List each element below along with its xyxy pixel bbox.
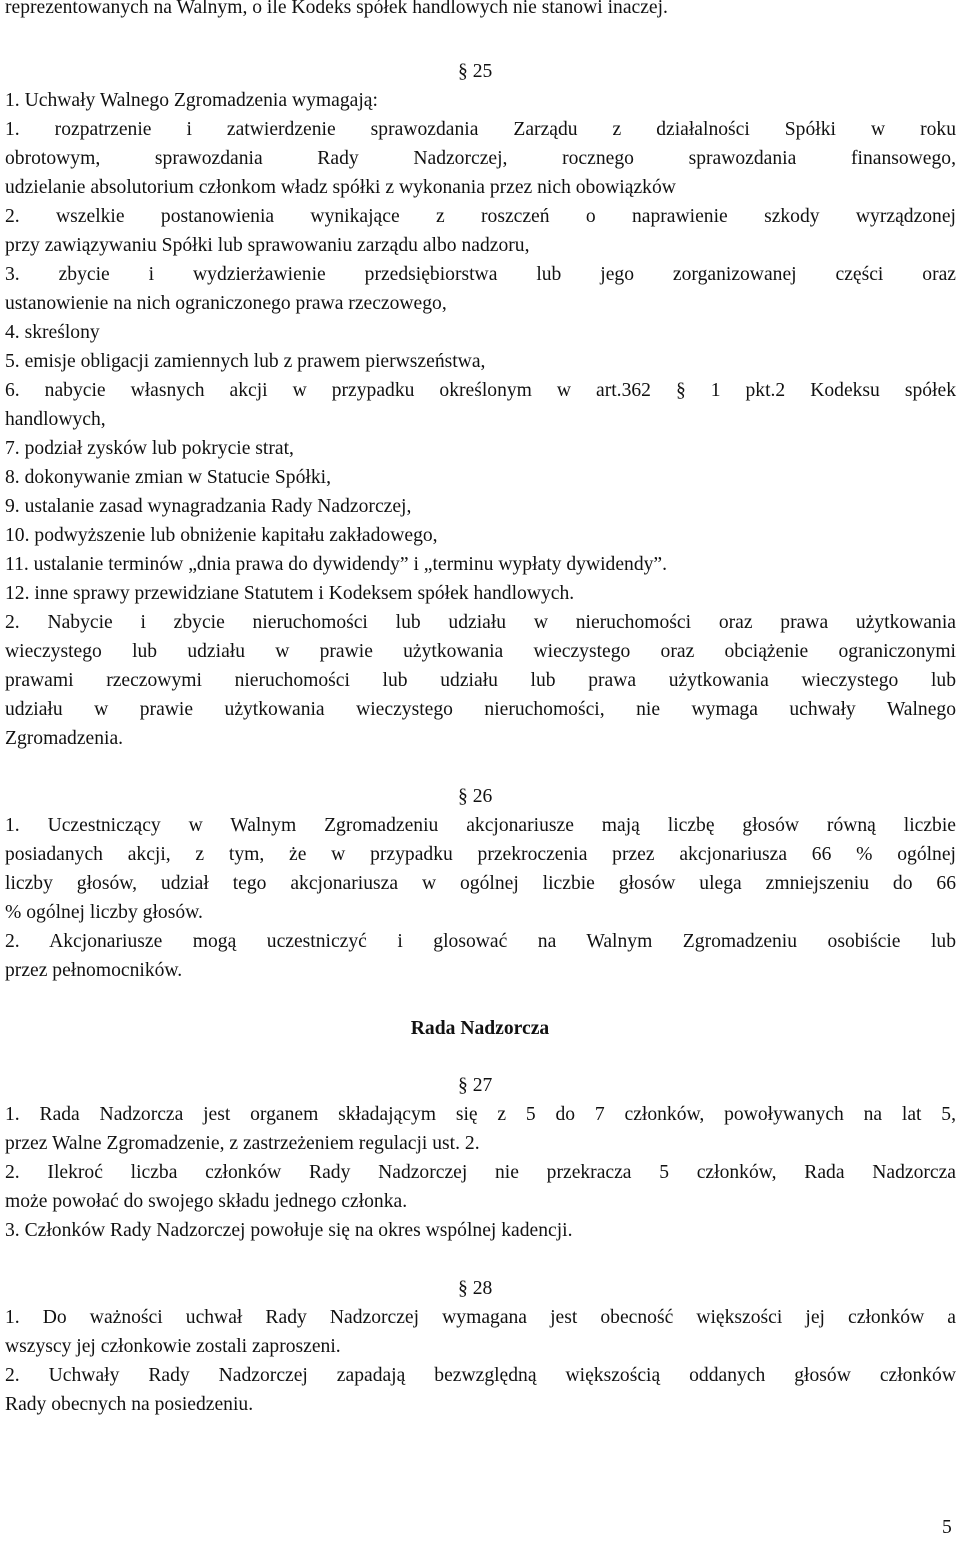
text-line: udzielanie absolutorium członkom władz spółki z wykonania przez nich obowiązków [5, 177, 676, 198]
list-item: 12. inne sprawy przewidziane Statutem i Kodeksem spółek handlowych. [5, 583, 575, 604]
paragraph-line: przez Walne Zgromadzenie, z zastrzeżeniem regulacji ust. 2. [5, 1133, 480, 1154]
paragraph-line: 2. Nabycie i zbycie nieruchomości lub udziału w nieruchomości oraz prawa użytkowania [5, 612, 956, 633]
paragraph-line: 1. Uczestniczący w Walnym Zgromadzeniu akcjonariusze mają liczbę głosów równą liczbie [5, 815, 956, 836]
paragraph-line: % ogólnej liczby głosów. [5, 902, 203, 923]
list-item: 7. podział zysków lub pokrycie strat, [5, 438, 294, 459]
paragraph-line: 2. Akcjonariusze mogą uczestniczyć i glosować na Walnym Zgromadzeniu osobiście lub [5, 931, 956, 952]
list-item: 10. podwyższenie lub obniżenie kapitału zakładowego, [5, 525, 438, 546]
list-item: 5. emisje obligacji zamiennych lub z prawem pierwszeństwa, [5, 351, 486, 372]
list-item: 2. wszelkie postanowienia wynikające z roszczeń o naprawienie szkody wyrządzonej [5, 206, 956, 227]
text-line: ustanowienie na nich ograniczonego prawa rzeczowego, [5, 293, 447, 314]
list-item: 3. zbycie i wydzierżawienie przedsiębiorstwa lub jego zorganizowanej części oraz [5, 264, 956, 285]
paragraph-line: 2. Uchwały Rady Nadzorczej zapadają bezwzględną większością oddanych głosów członków [5, 1365, 956, 1386]
paragraph-line: liczby głosów, udział tego akcjonariusza w ogólnej liczbie głosów ulega zmniejszeniu do 66 [5, 873, 956, 894]
paragraph-line: 2. Ilekroć liczba członków Rady Nadzorczej nie przekracza 5 członków, Rada Nadzorcza [5, 1162, 956, 1183]
paragraph-line: Zgromadzenia. [5, 728, 124, 749]
list-item: 8. dokonywanie zmian w Statucie Spółki, [5, 467, 331, 488]
section-heading-27: § 27 [458, 1075, 493, 1096]
paragraph-line: posiadanych akcji, z tym, że w przypadku przekroczenia przez akcjonariusza 66 % ogólnej [5, 844, 956, 865]
text-line: reprezentowanych na Walnym, o ile Kodeks spółek handlowych nie stanowi inaczej. [5, 0, 668, 18]
list-item: 9. ustalanie zasad wynagradzania Rady Nadzorczej, [5, 496, 412, 517]
text-line: 1. Uchwały Walnego Zgromadzenia wymagają: [5, 90, 378, 111]
list-item: 11. ustalanie terminów „dnia prawa do dywidendy” i „terminu wypłaty dywidendy”. [5, 554, 668, 575]
paragraph-line: udziału w prawie użytkowania wieczystego nieruchomości, nie wymaga uchwały Walnego [5, 699, 956, 720]
paragraph-line: 1. Do ważności uchwał Rady Nadzorczej wymagana jest obecność większości jej członków a [5, 1307, 956, 1328]
section-heading-28: § 28 [458, 1278, 493, 1299]
paragraph-line: 3. Członków Rady Nadzorczej powołuje się na okres wspólnej kadencji. [5, 1220, 573, 1241]
text-line: przy zawiązywaniu Spółki lub sprawowaniu zarządu albo nadzoru, [5, 235, 530, 256]
paragraph-line: prawami rzeczowymi nieruchomości lub udziału lub prawa użytkowania wieczystego lub [5, 670, 956, 691]
paragraph-line: wszyscy jej członkowie zostali zaproszeni. [5, 1336, 341, 1357]
page-number: 5 [942, 1517, 952, 1538]
paragraph-line: przez pełnomocników. [5, 960, 183, 981]
text-line: obrotowym, sprawozdania Rady Nadzorczej, rocznego sprawozdania finansowego, [5, 148, 956, 169]
section-title-rada-nadzorcza: Rada Nadzorcza [410, 1018, 550, 1039]
paragraph-line: wieczystego lub udziału w prawie użytkowania wieczystego oraz obciążenie ograniczonymi [5, 641, 956, 662]
paragraph-line: Rady obecnych na posiedzeniu. [5, 1394, 254, 1415]
list-item: 6. nabycie własnych akcji w przypadku określonym w art.362 § 1 pkt.2 Kodeksu spółek [5, 380, 956, 401]
paragraph-line: może powołać do swojego składu jednego członka. [5, 1191, 408, 1212]
text-line: handlowych, [5, 409, 106, 430]
list-item: 4. skreślony [5, 322, 100, 343]
section-heading-26: § 26 [458, 786, 493, 807]
section-heading-25: § 25 [458, 61, 493, 82]
list-item: 1. rozpatrzenie i zatwierdzenie sprawozdania Zarządu z działalności Spółki w roku [5, 119, 956, 140]
paragraph-line: 1. Rada Nadzorcza jest organem składającym się z 5 do 7 członków, powoływanych na lat 5, [5, 1104, 956, 1125]
